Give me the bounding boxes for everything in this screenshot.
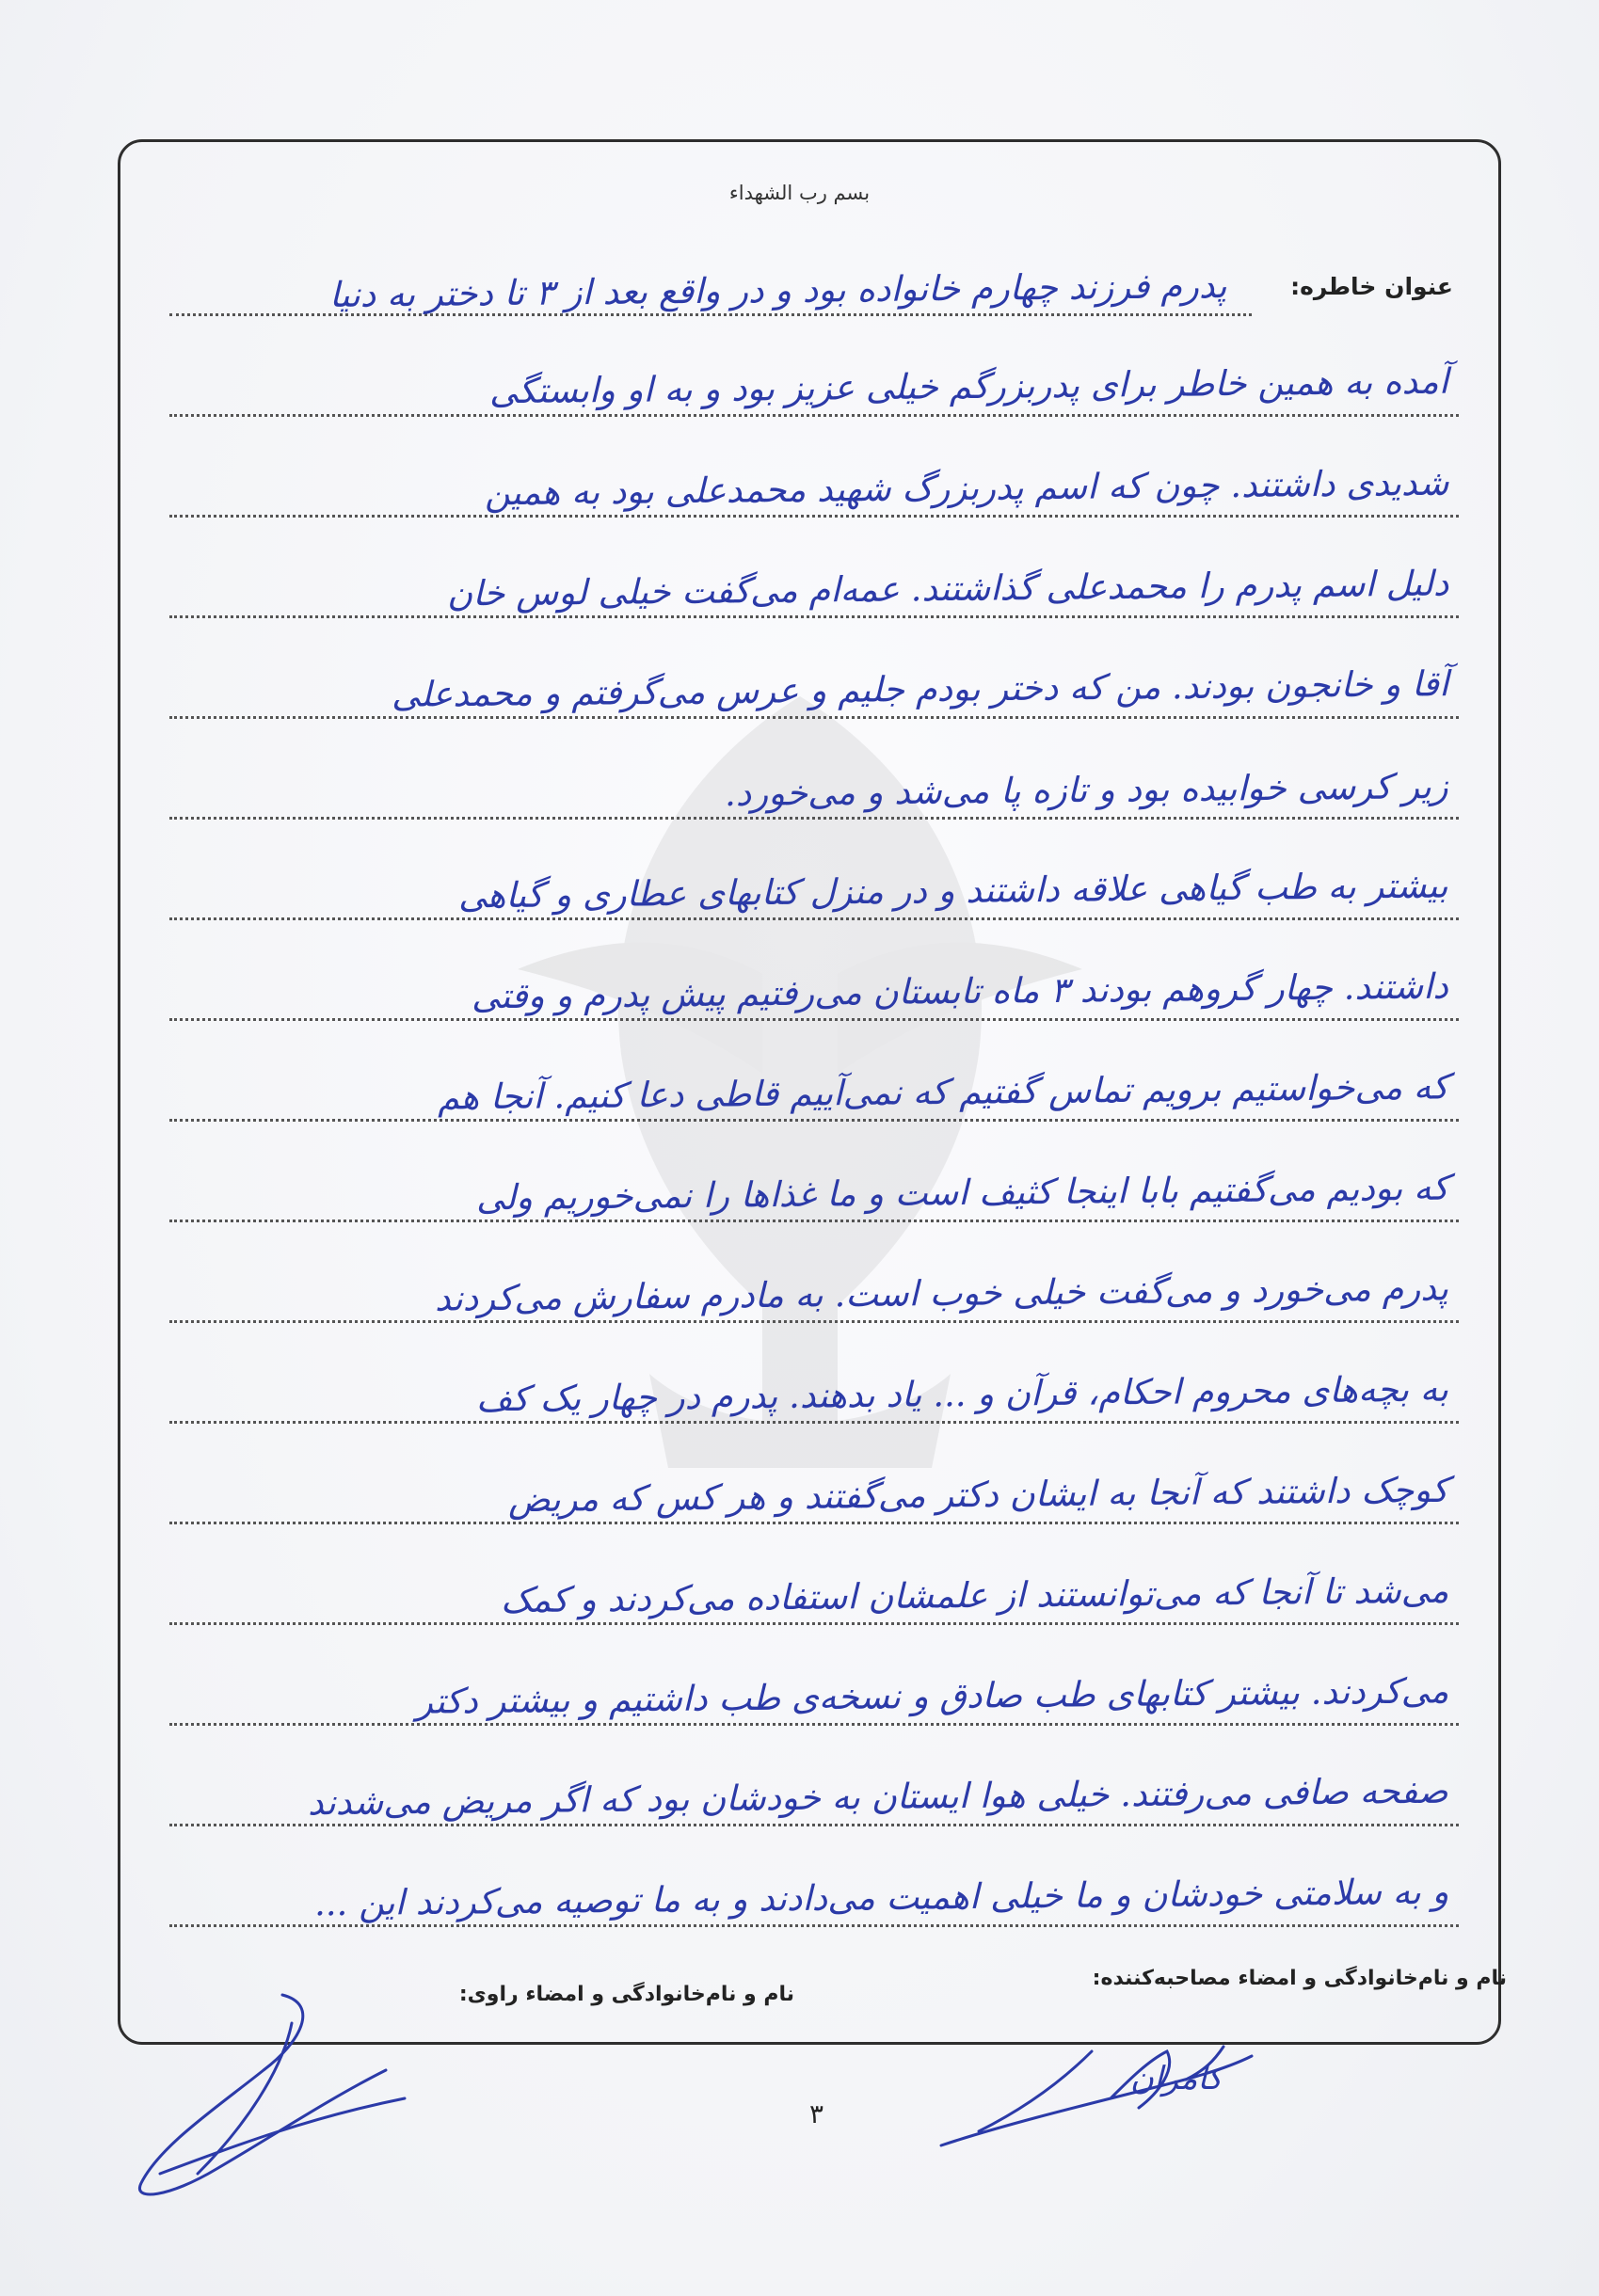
handwritten-line: کوچک داشتند که آنجا به ایشان دکتر می‌گفتند و هر کس که مریض	[507, 1469, 1449, 1521]
basmala-header: بسم رب الشهداء	[728, 182, 871, 204]
handwritten-line: می‌شد تا آنجا که می‌توانستند از علمشان استفاده می‌کردند و کمک	[500, 1570, 1449, 1621]
handwritten-line: صفحه صافی می‌رفتند. خیلی هوا ایستان به خودشان بود که اگر مریض می‌شدند	[308, 1770, 1449, 1824]
guide-line	[169, 1522, 1459, 1524]
handwritten-line: زیر کرسی خوابیده بود و تازه پا می‌شد و می‌خورد.	[725, 765, 1449, 815]
guide-line	[169, 414, 1459, 417]
handwritten-line: آمده به همین خاطر برای پدربزرگم خیلی عزیز بود و به او وابستگی	[488, 360, 1449, 412]
handwritten-line: می‌کردند. بیشتر کتابهای طب صادق و نسخه‌ی طب داشتیم و بیشتر دکتر	[415, 1670, 1449, 1722]
handwritten-line: به بچه‌های محروم احکام، قرآن و ... یاد بدهند. پدرم در چهار یک کف	[475, 1368, 1449, 1420]
guide-line	[169, 1924, 1459, 1927]
handwritten-line: آقا و خانجون بودند. من که دختر بودم جلیم و عرس می‌گرفتم و محمدعلی	[391, 663, 1449, 715]
guide-line	[169, 1018, 1459, 1021]
handwritten-line: پدرم می‌خورد و می‌گفت خیلی خوب است. به مادرم سفارش می‌کردند	[434, 1268, 1449, 1319]
guide-line	[169, 1320, 1459, 1323]
guide-line	[169, 1824, 1459, 1826]
interviewer-signature-label: نام و نام‌خانوادگی و امضاء مصاحبه‌کننده:	[1092, 1967, 1507, 1990]
interviewer-signature-text: کامران	[1130, 2060, 1223, 2097]
guide-line	[169, 1220, 1459, 1222]
guide-line	[169, 716, 1459, 719]
narrator-signature	[104, 1985, 424, 2211]
page-number: ۳	[809, 2098, 824, 2129]
handwritten-line: داشتند. چهار گروهم بودند ۳ ماه تابستان می‌رفتیم پیش پدرم و وقتی	[471, 965, 1449, 1017]
handwritten-line: شدیدی داشتند. چون که اسم پدربزرگ شهید محمدعلی بود به همین	[484, 462, 1449, 514]
narrator-signature-label: نام و نام‌خانوادگی و امضاء راوی:	[458, 1983, 794, 2006]
handwritten-line: که می‌خواستیم برویم تماس گفتیم که نمی‌آییم قاطی دعا کنیم. آنجا هم	[437, 1066, 1449, 1118]
guide-line	[169, 817, 1459, 820]
guide-line	[169, 1723, 1459, 1726]
guide-line	[169, 1622, 1459, 1625]
guide-line	[169, 1421, 1459, 1424]
guide-line	[169, 615, 1459, 618]
handwritten-line: پدرم فرزند چهارم خانواده بود و در واقع بعد از ۳ تا دختر به دنیا	[329, 265, 1228, 315]
handwritten-line: بیشتر به طب گیاهی علاقه داشتند و در منزل کتابهای عطاری و گیاهی	[458, 865, 1449, 917]
guide-line	[169, 1119, 1459, 1122]
handwritten-line: و به سلامتی خودشان و ما خیلی اهمیت می‌دادند و به ما توصیه می‌کردند این ...	[313, 1871, 1449, 1924]
handwritten-line: دلیل اسم پدرم را محمدعلی گذاشتند. عمه‌ام می‌گفت خیلی لوس خان	[446, 563, 1449, 614]
guide-line	[169, 917, 1459, 920]
handwritten-line: که بودیم می‌گفتیم بابا اینجا کثیف است و ما غذاها را نمی‌خوریم ولی	[475, 1167, 1449, 1219]
memory-title-label: عنوان خاطره:	[1290, 273, 1453, 300]
interviewer-signature	[922, 2023, 1261, 2174]
guide-line	[169, 515, 1459, 518]
